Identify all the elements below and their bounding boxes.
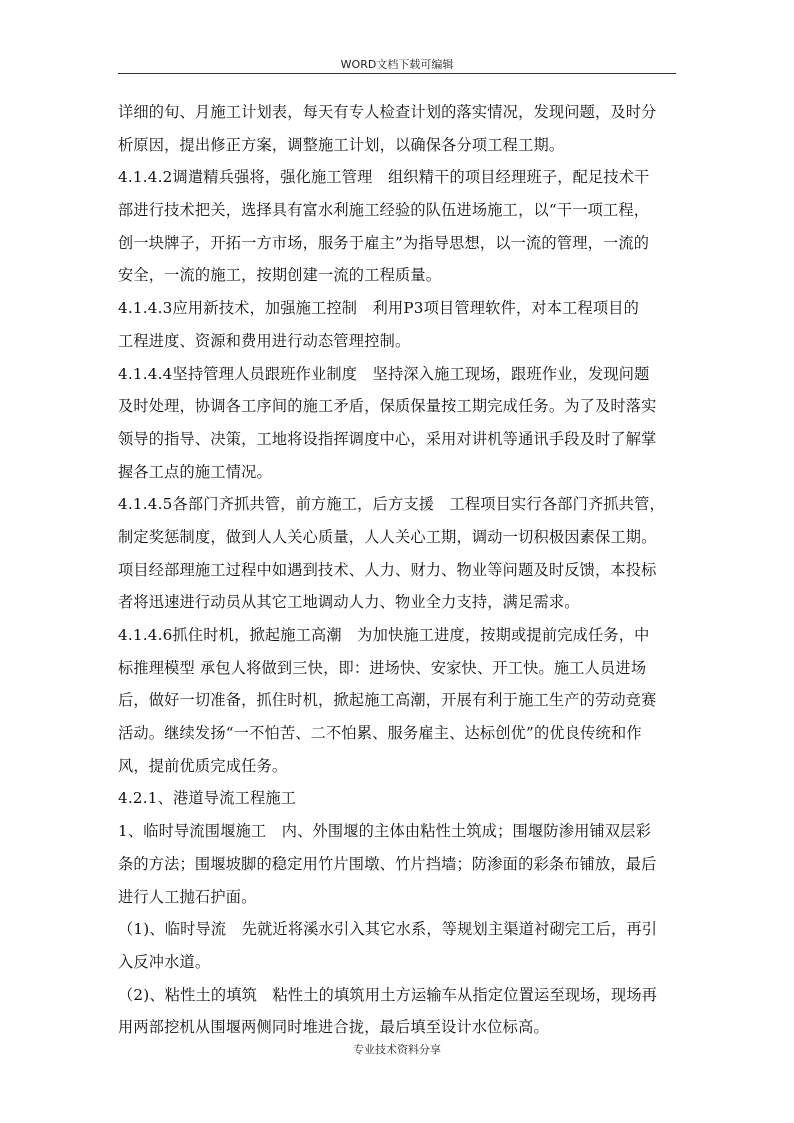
text-line: 及时处理，协调各工序间的施工矛盾，保质保量按工期完成任务。为了及时落实 — [118, 397, 657, 416]
section-heading: 4.2.1、港道导流工程施工 — [118, 789, 297, 808]
text-line: 详细的旬、月施工计划表，每天有专人检查计划的落实情况，发现问题，及时分 — [118, 103, 657, 121]
text-line: 后，做好一切准备，抓住时机，掀起施工高潮，开展有利于施工生产的劳动竞赛 — [118, 691, 657, 710]
text-line: 工程进度、资源和费用进行动态管理控制。 — [118, 331, 411, 350]
text-line: 用两部挖机从围堰两侧同时堆进合拢，最后填至设计水位标高。 — [118, 1018, 549, 1037]
text-line: 者将迅速进行动员从其它工地调动人力、物业全力支持，满足需求。 — [118, 593, 580, 612]
text-line: 条的方法；围堰坡脚的稳定用竹片围墩、竹片挡墙；防渗面的彩条布铺放，最后 — [118, 854, 657, 873]
text-line: 4.1.4.5各部门齐抓共管，前方施工，后方支援 工程项目实行各部门齐抓共管， — [118, 495, 665, 514]
header-divider — [118, 73, 676, 74]
text-line: 领导的指导、决策，工地将设指挥调度中心，采用对讲机等通讯手段及时了解掌 — [118, 429, 657, 448]
text-line: 4.1.4.6抓住时机，掀起施工高潮 为加快施工进度，按期或提前完成任务，中 — [118, 626, 650, 644]
text-line: 风，提前优质完成任务。 — [118, 756, 288, 775]
text-line: 握各工点的施工情况。 — [118, 462, 272, 481]
text-line: 部进行技术把关，选择具有富水利施工经验的队伍进场施工，以“干一项工程， — [118, 201, 650, 220]
text-line: 创一块牌子，开拓一方市场，服务于雇主”为指导思想，以一流的管理，一流的 — [118, 233, 650, 252]
text-line: 析原因，提出修正方案，调整施工计划，以确保各分项工程工期。 — [118, 135, 565, 154]
text-line: 活动。继续发扬“一不怕苦、二不怕累、服务雇主、达标创优”的优良传统和作 — [118, 724, 642, 743]
page-footer: 专业技术资料分享 — [353, 1043, 441, 1056]
text-line: 安全，一流的施工，按期创建一流的工程质量。 — [118, 266, 442, 285]
text-line: 入反冲水道。 — [118, 952, 211, 971]
text-line: 4.1.4.3应用新技术，加强施工控制 利用P3项目管理软件，对本工程项目的 — [118, 299, 640, 318]
page-header: WORD文档下载可编辑 — [340, 58, 454, 71]
text-line: （2)、粘性土的填筑 粘性土的填筑用土方运输车从指定位置运至现场，现场再 — [118, 985, 658, 1004]
text-line: 进行人工抛石护面。 — [118, 887, 257, 906]
document-body — [118, 96, 678, 1044]
text-line: 制定奖惩制度，做到人人关心质量，人人关心工期，调动一切积极因素保工期。 — [118, 527, 657, 546]
text-line: （1)、临时导流 先就近将溪水引入其它水系，等规划主渠道衬砌完工后，再引 — [118, 920, 658, 939]
text-line: 1、临时导流围堰施工 内、外围堰的主体由粘性土筑成；围堰防渗用铺双层彩 — [118, 822, 652, 841]
text-line: 4.1.4.4坚持管理人员跟班作业制度 坚持深入施工现场，跟班作业，发现问题 — [118, 364, 650, 383]
text-line: 项目经部理施工过程中如遇到技术、人力、财力、物业等问题及时反馈，本投标 — [118, 560, 657, 579]
text-line: 标推理模型 承包人将做到三快，即：进场快、安家快、开工快。施工人员进场 — [118, 658, 647, 677]
text-line: 4.1.4.2调遣精兵强将，强化施工管理 组织精干的项目经理班子，配足技术干 — [118, 168, 650, 187]
